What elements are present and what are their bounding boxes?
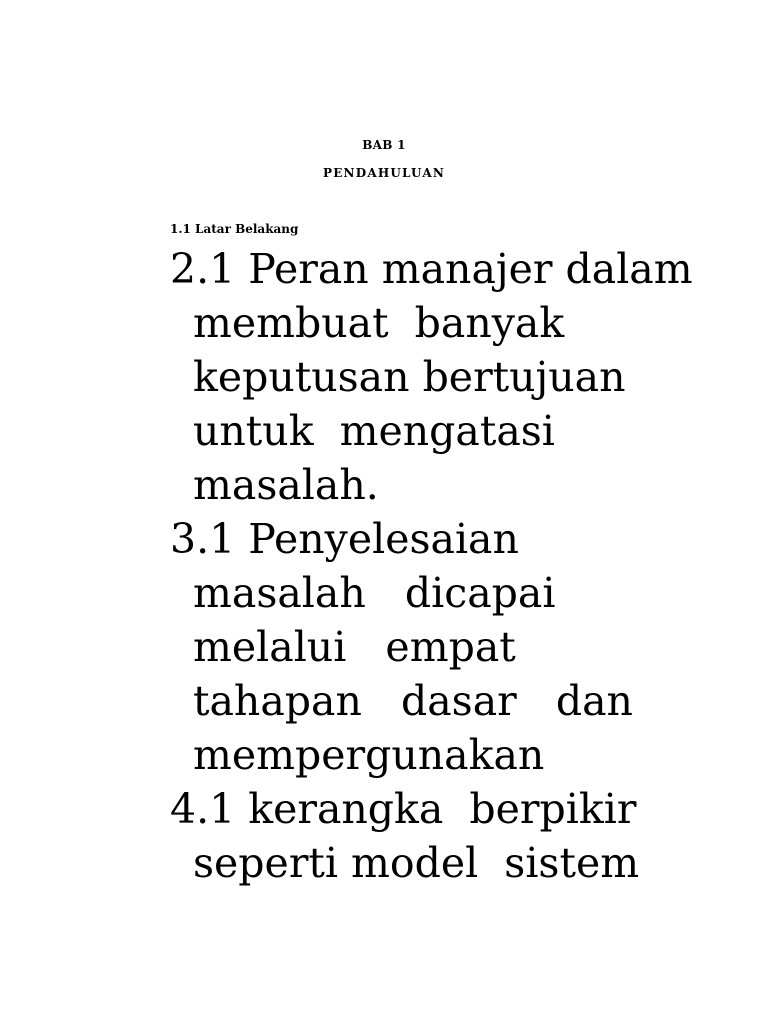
list-item xyxy=(170,512,730,782)
list-item-line: 4.1 kerangka berpikir xyxy=(170,785,637,833)
list-item-line: untuk mengatasi xyxy=(193,407,555,455)
list-item-line: 2.1 Peran manajer dalam xyxy=(170,245,693,293)
list-item xyxy=(170,242,730,512)
chapter-number: BAB 1 xyxy=(362,138,406,152)
list-item-line: seperti model sistem xyxy=(193,839,640,887)
chapter-title: PENDAHULUAN xyxy=(322,166,445,180)
list-item xyxy=(170,782,730,890)
section-heading: 1.1 Latar Belakang xyxy=(170,222,299,236)
list-item-line: melalui empat xyxy=(193,623,516,671)
numbered-point-list xyxy=(170,242,730,890)
list-item-line: tahapan dasar dan xyxy=(193,677,633,725)
list-item-line: masalah dicapai xyxy=(193,569,556,617)
list-item-line: membuat banyak xyxy=(193,299,565,347)
list-item-line: masalah. xyxy=(193,461,379,509)
list-item-line: keputusan bertujuan xyxy=(193,353,626,401)
list-item-line: 3.1 Penyelesaian xyxy=(170,515,519,563)
list-item-line: mempergunakan xyxy=(193,731,545,779)
